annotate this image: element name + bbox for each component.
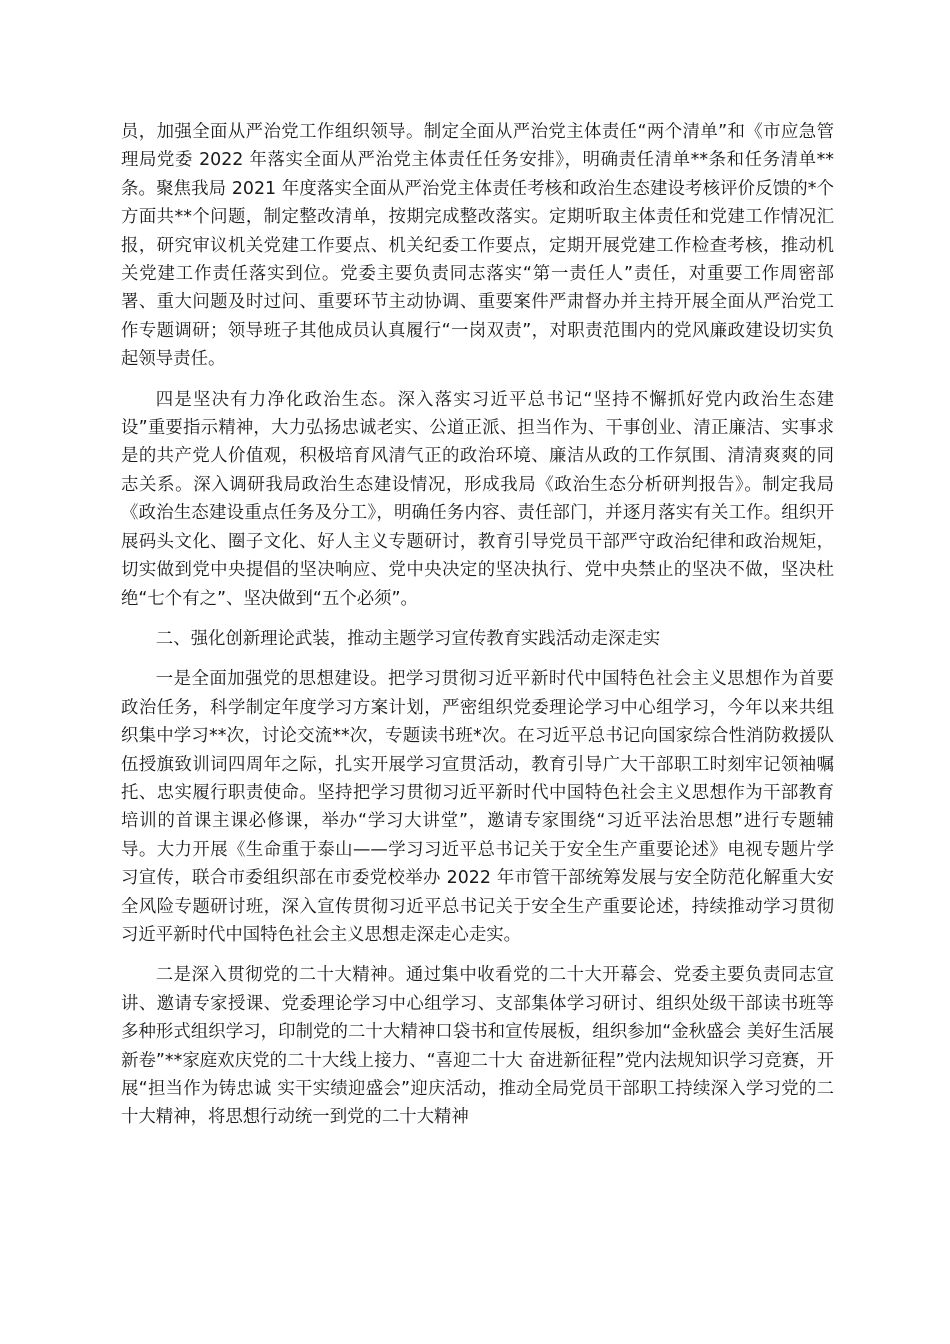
paragraph-ideological-building: 一是全面加强党的思想建设。把学习贯彻习近平新时代中国特色社会主义思想作为首要政治任务，科学制定年度学习方案计划，严密组织党委理论学习中心组学习，今年以来共组织集中学习**次，讨论交流**次，专题读书班*次。在习近平总书记向国家综合性消防救援队伍授旗致训词四周年之际，扎实开展学习宣贯活动，教育引导广大干部职工时刻牢记领袖嘱托、忠实履行职责使命。坚持把学习贯彻习近平新时代中国特色社会主义思想作为干部教育培训的首课主课必修课，举办“学习大讲堂”，邀请专家围绕“习近平法治思想”进行专题辅导。大力开展《生命重于泰山——学习习近平总书记关于安全生产重要论述》电视专题片学习宣传，联合市委组织部在市委党校举办 2022 年市管干部统筹发展与安全防范化解重大安全风险专题研讨班，深入宣传贯彻习近平总书记关于安全生产重要论述，持续推动学习贯彻习近平新时代中国特色社会主义思想走深走心走实。: [121, 669, 834, 945]
section-heading-theory-study: 二、强化创新理论武装，推动主题学习宣传教育实践活动走深走实: [155, 628, 661, 649]
paragraph-party-responsibility: 员，加强全面从严治党工作组织领导。制定全面从严治党主体责任“两个清单”和《市应急管理局党委 2022 年落实全面从严治党主体责任任务安排》，明确责任清单**条和任务清单**条。聚焦我局 2021 年度落实全面从严治党主体责任考核和政治生态建设考核评价反馈的*个方面共**个问题，制定整改清单，按期完成整改落实。定期听取主体责任和党建工作情况汇报，研究审议机关党建工作要点、机关纪委工作要点，定期开展党建工作检查考核，推动机关党建工作责任落实到位。党委主要负责同志落实“第一责任人”责任，对重要工作周密部署、重大问题及时过问、重要环节主动协调、重要案件严肃督办并主持开展全面从严治党工作专题调研；领导班子其他成员认真履行“一岗双责”，对职责范围内的党风廉政建设切实负起领导责任。: [121, 122, 834, 370]
paragraph-political-ecology: 四是坚决有力净化政治生态。深入落实习近平总书记“坚持不懈抓好党内政治生态建设”重要指示精神，大力弘扬忠诚老实、公道正派、担当作为、干事创业、清正廉洁、实事求是的共产党人价值观，积极培育风清气正的政治环境、廉洁从政的工作氛围、清清爽爽的同志关系。深入调研我局政治生态建设情况，形成我局《政治生态分析研判报告》。制定我局《政治生态建设重点任务及分工》，明确任务内容、责任部门，并逐月落实有关工作。组织开展码头文化、圈子文化、好人主义专题研讨，教育引导党员干部严守政治纪律和政治规矩，切实做到党中央提倡的坚决响应、党中央决定的坚决执行、党中央禁止的坚决不做，坚决杜绝“七个有之”、坚决做到“五个必须”。: [121, 389, 834, 609]
document-page: [121, 118, 834, 1132]
paragraph-twentieth-congress: 二是深入贯彻党的二十大精神。通过集中收看党的二十大开幕会、党委主要负责同志宣讲、邀请专家授课、党委理论学习中心组学习、支部集体学习研讨、组织处级干部读书班等多种形式组织学习，印制党的二十大精神口袋书和宣传展板，组织参加“金秋盛会 美好生活展新卷”**家庭欢庆党的二十大线上接力、“喜迎二十大 奋进新征程”党内法规知识学习竞赛，开展“担当作为铸忠诚 实干实绩迎盛会”迎庆活动，推动全局党员干部职工持续深入学习党的二十大精神，将思想行动统一到党的二十大精神: [121, 965, 834, 1128]
